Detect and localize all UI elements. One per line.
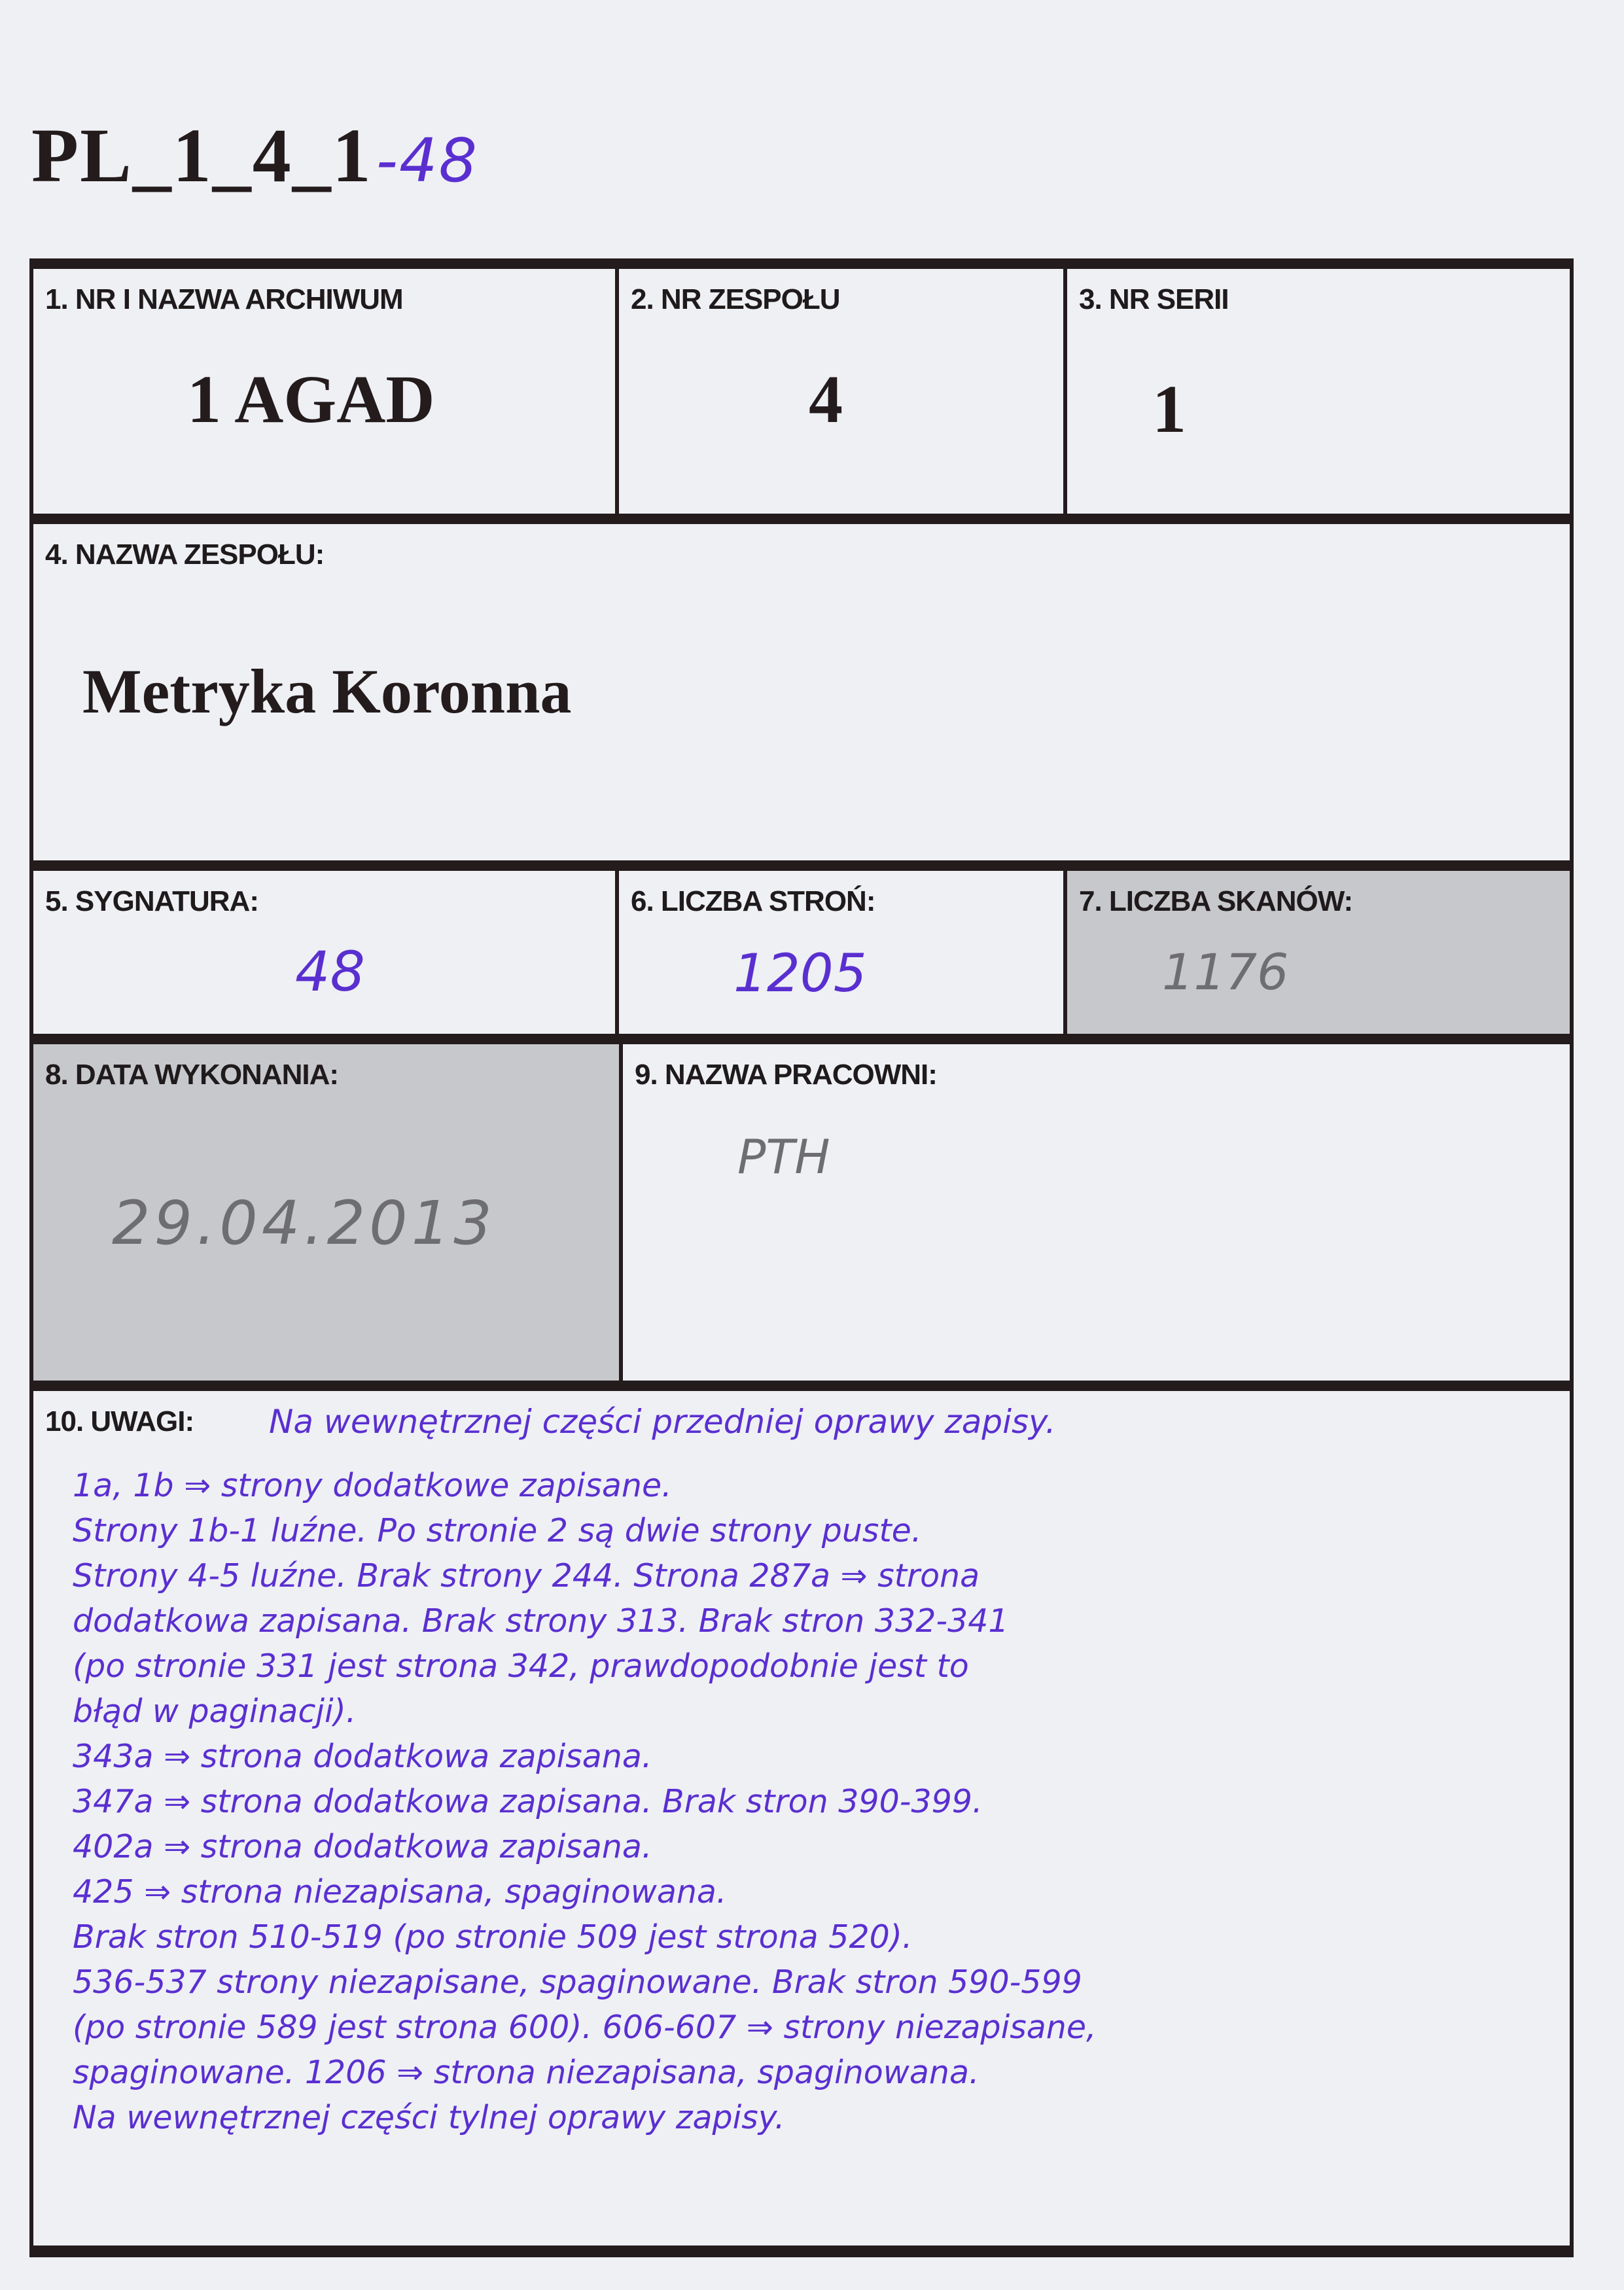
field-page-count [615,871,1063,1034]
remarks-line: Strony 1b-1 luźne. Po stronie 2 są dwie strony puste. [73,1512,922,1549]
field-remarks [33,1391,1570,2246]
remarks-line: 402a ⇒ strona dodatkowa zapisana. [73,1828,652,1865]
form-row-fonds-name [33,514,1570,860]
field-page-count-value: 1205 [733,943,867,1004]
remarks-line: (po stronie 331 jest strona 342, prawdopodobnie jest to [73,1647,969,1685]
remarks-line: (po stronie 589 jest strona 600). 606-607 ⇒ strony niezapisane, [73,2009,1097,2046]
remarks-lines [73,1463,1544,2140]
field-signature [33,871,615,1034]
field-fonds-number [615,269,1063,514]
form-row-date-workshop [33,1034,1570,1381]
remarks-line: 347a ⇒ strona dodatkowa zapisana. Brak stron 390-399. [73,1783,983,1820]
remarks-line: dodatkowa zapisana. Brak strony 313. Brak stron 332-341 [73,1602,1009,1640]
field-archive [33,269,615,514]
field-fonds-name [33,524,1570,860]
remarks-first-line: Na wewnętrznej części przedniej oprawy zapisy. [269,1403,1056,1441]
remarks-line: Na wewnętrznej części tylnej oprawy zapisy. [73,2099,785,2136]
field-archive-value: 1 AGAD [187,362,435,437]
remarks-line: 1a, 1b ⇒ strony dodatkowe zapisane. [73,1467,672,1504]
field-date [33,1044,619,1381]
field-scan-count [1063,871,1570,1034]
remarks-line: Brak stron 510-519 (po stronie 509 jest strona 520). [73,1918,913,1956]
remarks-line: Strony 4-5 luźne. Brak strony 244. Strona 287a ⇒ strona [73,1557,980,1594]
field-scan-count-value: 1176 [1162,943,1289,1001]
field-remarks-label: 10. UWAGI: [45,1405,194,1437]
field-page-count-label: 6. LICZBA STROŃ: [631,885,875,917]
field-series-number [1063,269,1570,514]
remarks-line: 536-537 strony niezapisane, spaginowane. Brak stron 590-599 [73,1964,1082,2001]
field-archive-label: 1. NR I NAZWA ARCHIWUM [45,283,403,315]
field-series-number-value: 1 [1152,372,1186,447]
form-row-counts [33,860,1570,1034]
form-row-identifiers [33,258,1570,514]
field-fonds-name-label: 4. NAZWA ZESPOŁU: [45,538,325,571]
document-id-printed: PL_1_4_1 [31,113,372,198]
remarks-line: 425 ⇒ strona niezapisana, spaginowana. [73,1873,727,1911]
field-workshop-value: PTH [737,1129,830,1184]
field-signature-value: 48 [295,940,365,1004]
field-fonds-name-value: Metryka Koronna [82,656,572,726]
remarks-line: spaginowane. 1206 ⇒ strona niezapisana, spaginowana. [73,2054,980,2091]
field-workshop [619,1044,1570,1381]
document-id [31,111,478,200]
document-id-handwritten-suffix: -48 [376,126,479,196]
field-fonds-number-label: 2. NR ZESPOŁU [631,283,840,315]
field-scan-count-label: 7. LICZBA SKANÓW: [1079,885,1353,917]
remarks-line: 343a ⇒ strona dodatkowa zapisana. [73,1738,652,1775]
field-fonds-number-value: 4 [809,362,843,437]
field-signature-label: 5. SYGNATURA: [45,885,258,917]
archive-form [29,258,1574,2257]
field-workshop-label: 9. NAZWA PRACOWNI: [635,1059,937,1091]
remarks-line: błąd w paginacji). [73,1693,357,1730]
form-row-remarks [33,1381,1570,2257]
field-series-number-label: 3. NR SERII [1079,283,1229,315]
field-date-label: 8. DATA WYKONANIA: [45,1059,339,1091]
field-date-value: 29.04.2013 [112,1188,496,1258]
